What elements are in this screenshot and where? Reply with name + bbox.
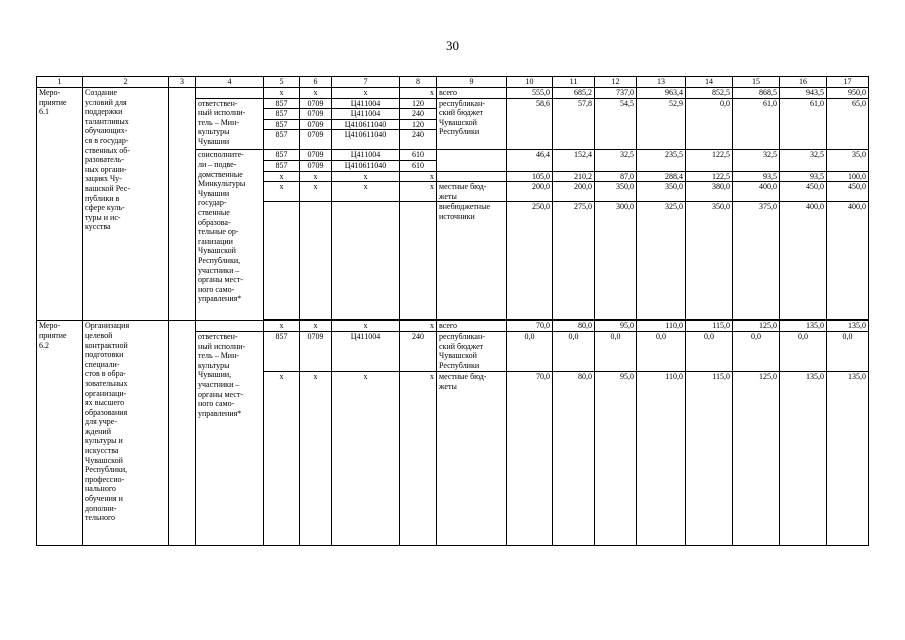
cell: Ц410611040 [332, 130, 400, 150]
value-cell: 0,0 [686, 98, 733, 150]
cell: 0709 [300, 150, 332, 161]
source-label: местные бюд- жеты [437, 371, 507, 545]
value-cell: 100,0 [827, 171, 869, 182]
value-cell: 375,0 [733, 202, 780, 320]
value-cell: 450,0 [827, 182, 869, 202]
cell: 0709 [300, 98, 332, 109]
value-cell: 105,0 [507, 171, 553, 182]
value-cell: 0,0 [595, 331, 637, 371]
column-header: 11 [553, 77, 595, 88]
value-cell: 70,0 [507, 371, 553, 545]
value-cell: 325,0 [637, 202, 686, 320]
cell: 0709 [300, 331, 332, 371]
cell: 857 [264, 331, 300, 371]
value-cell: 122,5 [686, 171, 733, 182]
cell: x [300, 321, 332, 332]
value-cell: 125,0 [733, 321, 780, 332]
value-cell: 400,0 [780, 202, 827, 320]
source-label: республикан- ский бюджет Чувашской Республики [437, 331, 507, 371]
value-cell: 200,0 [507, 182, 553, 202]
cell: x [400, 182, 437, 202]
cell: 240 [400, 109, 437, 120]
cell: x [332, 321, 400, 332]
cell: 857 [264, 98, 300, 109]
value-cell: 235,5 [637, 150, 686, 171]
cell: x [332, 371, 400, 545]
value-cell: 555,0 [507, 88, 553, 99]
value-cell: 125,0 [733, 371, 780, 545]
cell: Ц410611040 [332, 119, 400, 130]
column-header: 12 [595, 77, 637, 88]
cell: 0709 [300, 130, 332, 150]
cell: x [300, 171, 332, 182]
empty-cell [400, 202, 437, 320]
cell: 857 [264, 150, 300, 161]
source-label: внебюджетные источники [437, 202, 507, 320]
value-cell: 93,5 [780, 171, 827, 182]
cell: x [300, 371, 332, 545]
value-cell: 80,0 [553, 371, 595, 545]
value-cell: 57,8 [553, 98, 595, 150]
empty-cell [332, 202, 400, 320]
executor: ответствен- ный исполни- тель – Мин- культуры Чувашии, участники – органы мест- ного само- управления* [196, 331, 264, 546]
cell: x [400, 371, 437, 545]
co-executor: соисполните- ли – подве- домственные Минкультуры Чувашии государ- ственные образова- тельные ор- ганизации Чувашской Республики, участники – органы мест- ного само- управления* [196, 150, 264, 321]
column-header: 5 [264, 77, 300, 88]
value-cell: 400,0 [827, 202, 869, 320]
column-header: 16 [780, 77, 827, 88]
value-cell: 943,5 [780, 88, 827, 99]
value-cell: 152,4 [553, 150, 595, 171]
column-header: 13 [637, 77, 686, 88]
cell: 120 [400, 119, 437, 130]
value-cell: 0,0 [827, 331, 869, 371]
cell: x [264, 88, 300, 99]
value-cell: 0,0 [733, 331, 780, 371]
value-cell: 210,2 [553, 171, 595, 182]
cell: x [264, 182, 300, 202]
empty-cell [169, 321, 196, 546]
cell: 0709 [300, 109, 332, 120]
value-cell: 122,5 [686, 150, 733, 171]
value-cell: 950,0 [827, 88, 869, 99]
value-cell: 80,0 [553, 321, 595, 332]
column-header: 6 [300, 77, 332, 88]
source-label: всего [437, 321, 507, 332]
executor: ответствен- ный исполни- тель – Мин- культуры Чувашии [196, 98, 264, 150]
cell: Ц410611040 [332, 160, 400, 171]
activity-code: Меро- приятие 6.1 [37, 88, 83, 321]
cell: x [264, 321, 300, 332]
value-cell: 737,0 [595, 88, 637, 99]
value-cell: 852,5 [686, 88, 733, 99]
value-cell: 400,0 [733, 182, 780, 202]
value-cell: 32,5 [733, 150, 780, 171]
cell: 0709 [300, 119, 332, 130]
cell: 857 [264, 119, 300, 130]
value-cell: 135,0 [780, 371, 827, 545]
cell: x [400, 88, 437, 99]
empty-cell [196, 321, 264, 332]
value-cell: 135,0 [827, 321, 869, 332]
activity-name: Организация целевой контрактной подготовки специали- стов в обра- зовательных организаци- ях высшего образования для учре- ждений культуры и искусства Чувашской Республики, профессио- нального обучения и дополни- тельного [83, 321, 169, 546]
value-cell: 65,0 [827, 98, 869, 150]
value-cell: 380,0 [686, 182, 733, 202]
column-header: 9 [437, 77, 507, 88]
column-header: 4 [196, 77, 264, 88]
empty-cell [196, 88, 264, 99]
value-cell: 54,5 [595, 98, 637, 150]
value-cell: 868,5 [733, 88, 780, 99]
cell: 0709 [300, 160, 332, 171]
cell: 857 [264, 109, 300, 120]
value-cell: 275,0 [553, 202, 595, 320]
cell: x [400, 321, 437, 332]
value-cell: 115,0 [686, 321, 733, 332]
column-header: 7 [332, 77, 400, 88]
value-cell: 110,0 [637, 321, 686, 332]
cell: Ц411004 [332, 150, 400, 161]
value-cell: 288,4 [637, 171, 686, 182]
column-header: 8 [400, 77, 437, 88]
column-header: 10 [507, 77, 553, 88]
column-header: 2 [83, 77, 169, 88]
value-cell: 135,0 [827, 371, 869, 545]
value-cell: 300,0 [595, 202, 637, 320]
value-cell: 135,0 [780, 321, 827, 332]
empty-cell [437, 171, 507, 182]
cell: 857 [264, 130, 300, 150]
value-cell: 0,0 [686, 331, 733, 371]
cell: x [300, 88, 332, 99]
value-cell: 61,0 [780, 98, 827, 150]
cell: Ц411004 [332, 109, 400, 120]
table-row [37, 88, 879, 99]
source-label: всего [437, 88, 507, 99]
value-cell: 685,2 [553, 88, 595, 99]
cell: 240 [400, 130, 437, 150]
header-row [37, 77, 879, 88]
value-cell: 350,0 [686, 202, 733, 320]
value-cell: 350,0 [637, 182, 686, 202]
page-number: 30 [446, 38, 459, 53]
empty-cell [300, 202, 332, 320]
value-cell: 58,6 [507, 98, 553, 150]
value-cell: 87,0 [595, 171, 637, 182]
column-header: 14 [686, 77, 733, 88]
cell: 240 [400, 331, 437, 371]
value-cell: 0,0 [507, 331, 553, 371]
column-header: 3 [169, 77, 196, 88]
value-cell: 350,0 [595, 182, 637, 202]
value-cell: 46,4 [507, 150, 553, 171]
source-label: местные бюд- жеты [437, 182, 507, 202]
cell: 610 [400, 150, 437, 161]
value-cell: 250,0 [507, 202, 553, 320]
cell: x [300, 182, 332, 202]
column-header: 15 [733, 77, 780, 88]
value-cell: 200,0 [553, 182, 595, 202]
cell: x [332, 182, 400, 202]
cell: 120 [400, 98, 437, 109]
cell: Ц411004 [332, 331, 400, 371]
value-cell: 95,0 [595, 321, 637, 332]
cell: x [264, 171, 300, 182]
value-cell: 32,5 [780, 150, 827, 171]
cell: 610 [400, 160, 437, 171]
cell: x [400, 171, 437, 182]
value-cell: 52,9 [637, 98, 686, 150]
value-cell: 93,5 [733, 171, 780, 182]
cell: x [332, 88, 400, 99]
source-label: республикан- ский бюджет Чувашской Республики [437, 98, 507, 150]
empty-cell [169, 88, 196, 321]
value-cell: 61,0 [733, 98, 780, 150]
cell: x [264, 371, 300, 545]
activity-name: Создание условий для поддержки талантливых обучающих- ся в государ- ственных об- разователь- ных органи- зациях Чу- вашской Рес- публики в сфере куль- туры и ис- кусства [83, 88, 169, 321]
value-cell: 110,0 [637, 371, 686, 545]
value-cell: 70,0 [507, 321, 553, 332]
cell: x [332, 171, 400, 182]
value-cell: 32,5 [595, 150, 637, 171]
empty-cell [264, 202, 300, 320]
value-cell: 35,0 [827, 150, 869, 171]
column-header: 17 [827, 77, 869, 88]
cell: 857 [264, 160, 300, 171]
value-cell: 963,4 [637, 88, 686, 99]
activity-code: Меро- приятие 6.2 [37, 321, 83, 546]
table-row [37, 321, 879, 332]
value-cell: 0,0 [637, 331, 686, 371]
value-cell: 0,0 [553, 331, 595, 371]
empty-cell [437, 150, 507, 171]
column-header: 1 [37, 77, 83, 88]
value-cell: 450,0 [780, 182, 827, 202]
value-cell: 95,0 [595, 371, 637, 545]
cell: Ц411004 [332, 98, 400, 109]
value-cell: 0,0 [780, 331, 827, 371]
value-cell: 115,0 [686, 371, 733, 545]
budget-table [36, 76, 878, 546]
